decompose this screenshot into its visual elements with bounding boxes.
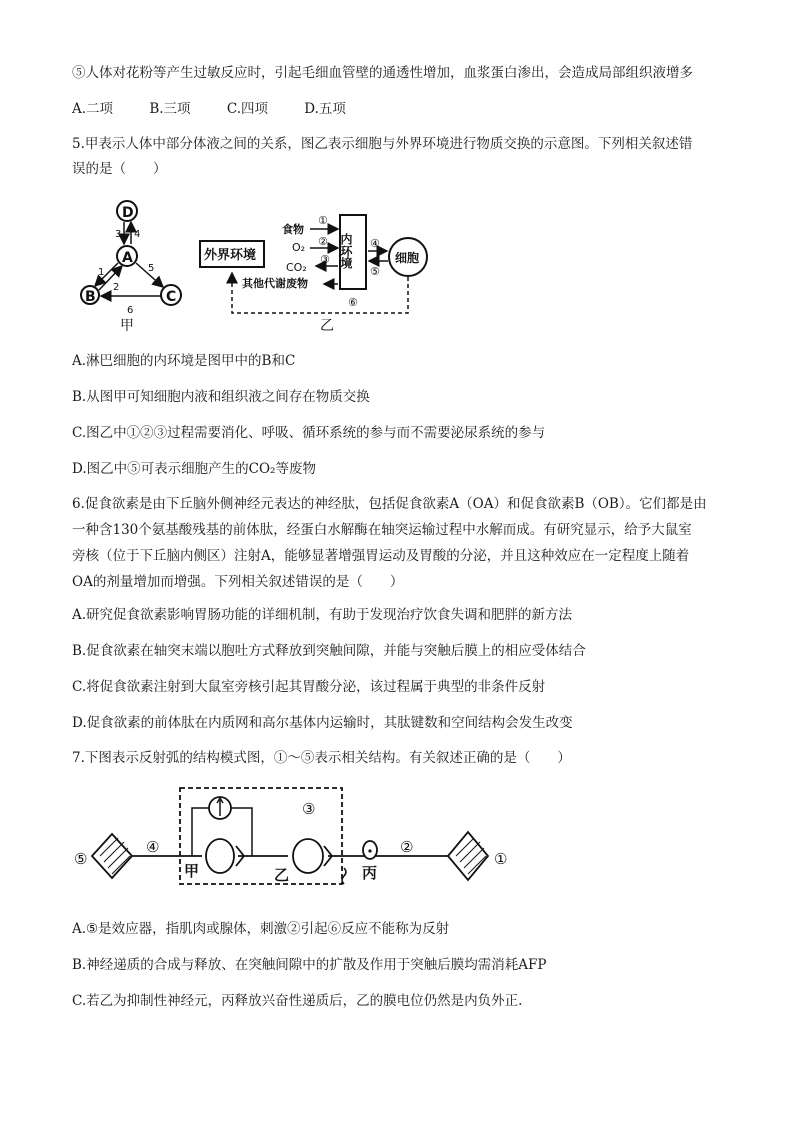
q7-option-c[interactable]: C.若乙为抑制性神经元，丙释放兴奋性递质后，乙的膜电位仍然是内负外正.	[72, 993, 523, 1009]
q4-option-a[interactable]: A.二项	[72, 101, 114, 117]
q5-stem-line2: 误的是（ ）	[72, 161, 167, 177]
label-4: ④	[146, 838, 160, 856]
q6-option-d[interactable]: D.促食欲素的前体肽在内质网和高尔基体内运输时，其肽键数和空间结构会发生改变	[72, 715, 573, 731]
neuron-jia-body	[206, 839, 234, 873]
node-c-label: C	[166, 289, 177, 305]
label-2: ②	[400, 838, 414, 856]
food-label: 食物	[282, 223, 304, 236]
num-1: 1	[98, 267, 105, 278]
num-6: 6	[127, 305, 134, 316]
q5-figure	[70, 193, 430, 338]
label-1: ①	[494, 850, 508, 868]
q6-stem-line4: OA的剂量增加而增强。下列相关叙述错误的是（ ）	[72, 574, 404, 590]
label-3: ③	[302, 800, 316, 818]
inner-env-label: 内环境	[339, 233, 353, 269]
q5-option-b[interactable]: B.从图甲可知细胞内液和组织液之间存在物质交换	[72, 389, 370, 405]
waste-label: 其他代谢废物	[242, 277, 308, 290]
caption-yi: 乙	[320, 318, 334, 334]
label-jia: 甲	[184, 862, 200, 880]
circle-4: ④	[370, 237, 380, 250]
num-3: 3	[115, 229, 122, 240]
q6-option-a[interactable]: A.研究促食欲素影响胃肠功能的详细机制，有助于发现治疗饮食失调和肥胖的新方法	[72, 607, 573, 623]
q5-option-a[interactable]: A.淋巴细胞的内环境是图甲中的B和C	[72, 353, 296, 369]
label-bing: 丙	[362, 864, 378, 882]
q7-stem: 7.下图表示反射弧的结构模式图，①～⑤表示相关结构。有关叙述正确的是（ ）	[72, 750, 571, 766]
q6-stem-line3: 旁核（位于下丘脑内侧区）注射A，能够显著增强胃运动及胃酸的分泌，并且这种效应在一定程度上随着	[72, 548, 690, 564]
q5-option-d[interactable]: D.图乙中⑤可表示细胞产生的CO₂等废物	[72, 461, 316, 477]
circle-3: ③	[320, 253, 330, 266]
q5-option-c[interactable]: C.图乙中①②③过程需要消化、呼吸、循环系统的参与而不需要泌尿系统的参与	[72, 425, 546, 441]
fig-yi	[200, 214, 427, 334]
q4-option-b[interactable]: B.三项	[149, 101, 191, 117]
q6-stem-line2: 一种含130个氨基酸残基的前体肽，经蛋白水解酶在轴突运输过程中水解而成。有研究显示，给予大鼠室	[72, 522, 692, 538]
caption-jia: 甲	[120, 318, 134, 334]
node-d-label: D	[122, 205, 134, 221]
q6-option-b[interactable]: B.促食欲素在轴突末端以胞吐方式释放到突触间隙，并能与突触后膜上的相应受体结合	[72, 643, 586, 659]
co2-label: CO₂	[286, 261, 307, 274]
num-4: 4	[134, 229, 141, 240]
q7-reflex-arc-figure	[70, 784, 520, 894]
neuron-yi-body	[293, 839, 323, 873]
outer-env-label: 外界环境	[204, 248, 257, 263]
label-yi: 乙	[274, 866, 290, 884]
q7-option-b[interactable]: B.神经递质的合成与释放、在突触间隙中的扩散及作用于突触后膜均需消耗AFP	[72, 957, 547, 973]
circle-6: ⑥	[348, 296, 358, 309]
effector-diamond	[92, 834, 132, 878]
q5-stem-line1: 5.甲表示人体中部分体液之间的关系，图乙表示细胞与外界环境进行物质交换的示意图。下列相关叙述错	[72, 136, 693, 152]
q4-options	[72, 100, 378, 118]
q4-option-d[interactable]: D.五项	[304, 101, 346, 117]
q6-stem-line1: 6.促食欲素是由下丘脑外侧神经元表达的神经肽，包括促食欲素A（OA）和促食欲素B（OB）。它们都是由	[72, 496, 707, 512]
node-b-label: B	[85, 289, 96, 305]
num-5: 5	[148, 263, 155, 274]
q6-option-c[interactable]: C.将促食欲素注射到大鼠室旁核引起其胃酸分泌，该过程属于典型的非条件反射	[72, 679, 546, 695]
label-5: ⑤	[74, 850, 88, 868]
node-a-label: A	[122, 250, 133, 266]
cell-label: 细胞	[395, 251, 420, 265]
num-2: 2	[113, 282, 120, 293]
q4-option-c[interactable]: C.四项	[226, 101, 268, 117]
q7-option-a[interactable]: A.⑤是效应器，指肌肉或腺体，刺激②引起⑥反应不能称为反射	[72, 921, 450, 937]
circle-5: ⑤	[370, 265, 380, 278]
circle-2: ②	[318, 235, 328, 248]
receptor-diamond	[448, 832, 488, 880]
fig-jia	[81, 201, 181, 334]
q4-statement-5: ⑤人体对花粉等产生过敏反应时，引起毛细血管壁的通透性增加，血浆蛋白渗出，会造成局部组织液增多	[72, 65, 693, 81]
circle-1: ①	[318, 214, 328, 227]
o2-label: O₂	[292, 241, 306, 254]
